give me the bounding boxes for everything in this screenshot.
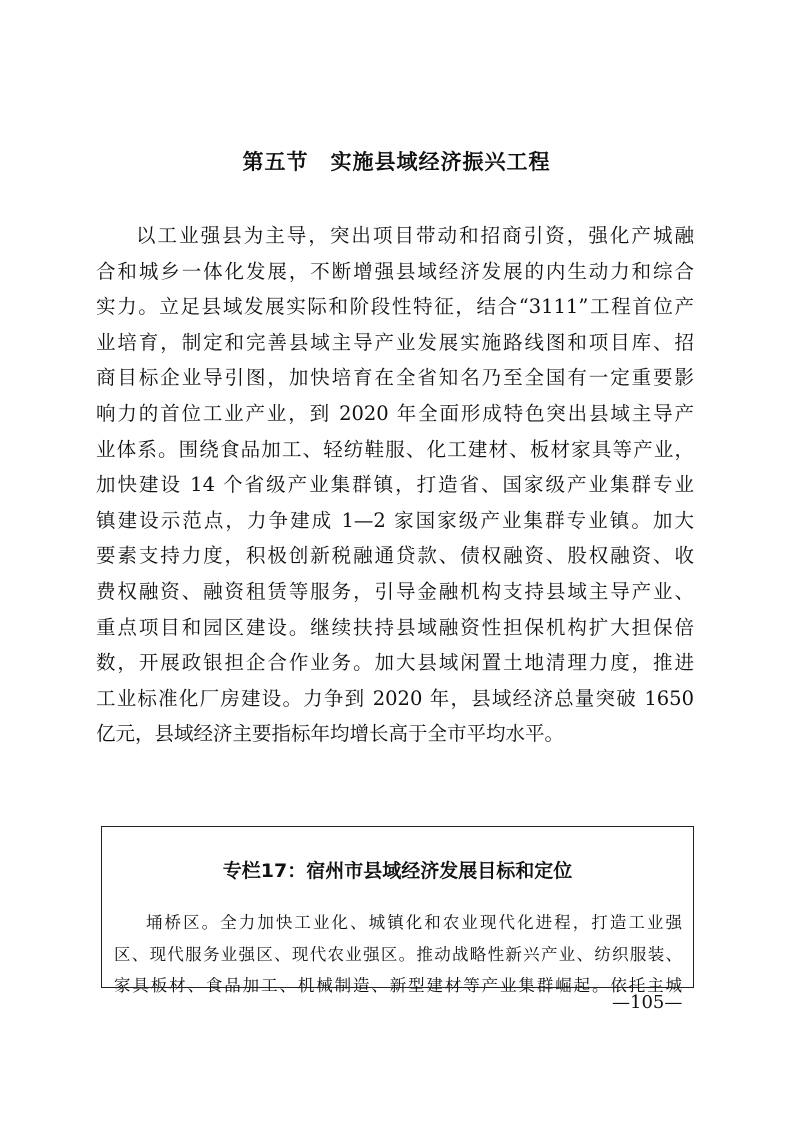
body-paragraph — [96, 218, 694, 752]
body-line: 业培育，制定和完善县域主导产业发展实施路线图和项目库、招 — [96, 330, 694, 354]
body-line: 镇建设示范点，力争建成 1—2 家国家级产业集群专业镇。加大 — [96, 508, 694, 532]
section-heading: 实施县域经济振兴工程 — [330, 150, 551, 174]
box-line: 区、现代服务业强区、现代农业强区。推动战略性新兴产业、纺织服装、 — [114, 944, 682, 964]
body-line: 商目标企业导引图，加快培育在全省知名乃至全国有一定重要影 — [96, 366, 694, 390]
body-line: 费权融资、融资租赁等服务，引导金融机构支持县域主导产业、 — [96, 579, 694, 603]
page-number: —105— — [612, 992, 683, 1013]
body-line: 以工业强县为主导，突出项目带动和招商引资，强化产城融 — [136, 224, 694, 247]
body-line: 要素支持力度，积极创新税融通贷款、债权融资、股权融资、收 — [96, 544, 694, 568]
body-line: 亿元，县域经济主要指标年均增长高于全市平均水平。 — [96, 722, 565, 746]
box-title: 专栏17：宿州市县域经济发展目标和定位 — [222, 860, 573, 882]
body-line: 加快建设 14 个省级产业集群镇，打造省、国家级产业集群专业 — [96, 473, 694, 497]
section-number: 第五节 — [242, 150, 309, 174]
section-title — [0, 146, 793, 176]
box-line: 埇桥区。全力加快工业化、城镇化和农业现代化进程，打造工业强 — [146, 913, 682, 932]
body-line: 响力的首位工业产业，到 2020 年全面形成特色突出县域主导产 — [96, 401, 694, 425]
box-line: 家具板材、食品加工、机械制造、新型建材等产业集群崛起。依托主城 — [114, 976, 682, 995]
body-line: 业体系。围绕食品加工、轻纺鞋服、化工建材、板材家具等产业， — [96, 437, 694, 461]
body-line: 合和城乡一体化发展，不断增强县域经济发展的内生动力和综合 — [96, 259, 694, 283]
column-box — [101, 826, 694, 995]
box-body — [114, 907, 682, 1002]
body-line: 重点项目和园区建设。继续扶持县域融资性担保机构扩大担保倍 — [96, 615, 694, 639]
body-line: 实力。立足县域发展实际和阶段性特征，结合“3111”工程首位产 — [96, 295, 694, 319]
body-line: 数，开展政银担企合作业务。加大县域闲置土地清理力度，推进 — [96, 651, 694, 675]
body-line: 工业标准化厂房建设。力争到 2020 年，县域经济总量突破 1650 — [96, 686, 694, 710]
